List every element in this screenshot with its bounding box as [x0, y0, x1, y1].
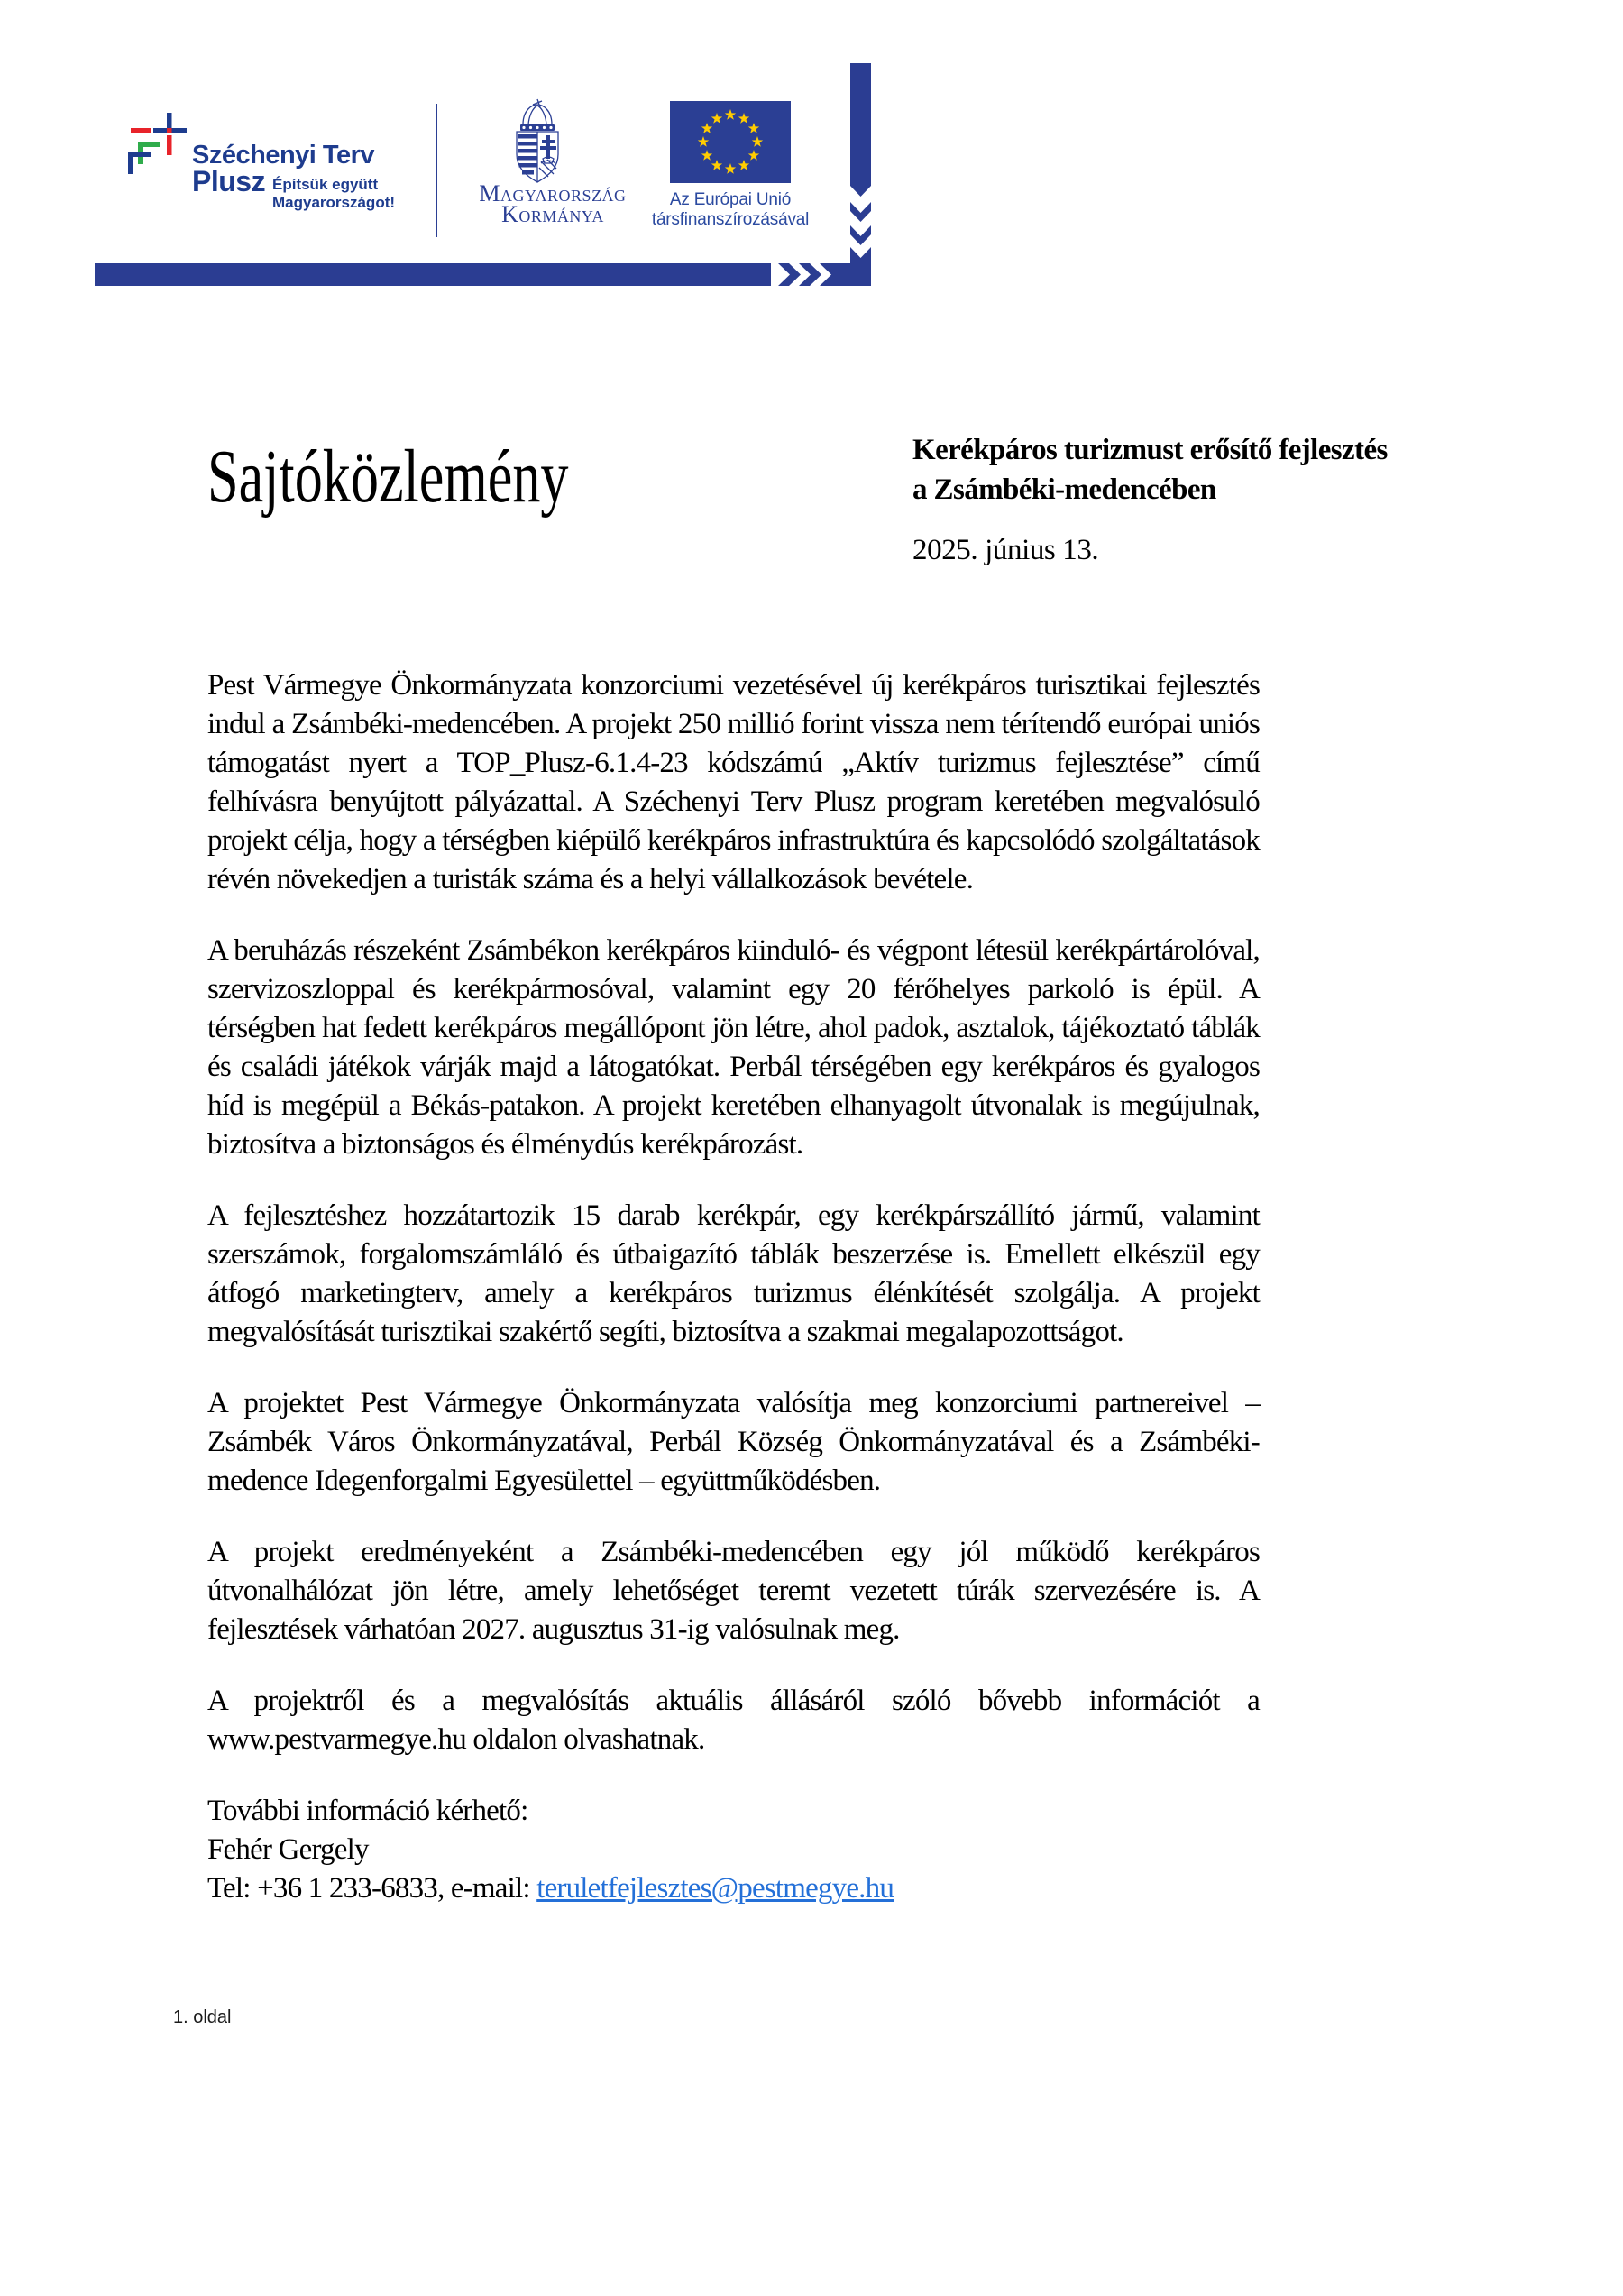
- project-headline-line1: Kerékpáros turizmust erősítő fejlesztés: [912, 434, 1388, 466]
- header-divider-line: [436, 104, 437, 237]
- contact-intro: További információ kérhető:: [207, 1795, 528, 1827]
- szechenyi-tagline-line1: Építsük együtt: [272, 176, 379, 193]
- contact-phone-email-line: [207, 1869, 1260, 1908]
- government-line1: Magyarország: [479, 180, 627, 207]
- szechenyi-logo-name: Széchenyi Terv: [192, 141, 375, 170]
- government-line2: Kormánya: [501, 201, 604, 228]
- press-release-date: 2025. június 13.: [912, 534, 1099, 566]
- paragraph-more-info: A projektről és a megvalósítás aktuális állásáról szóló bővebb információt a www.pestvarmegye.hu oldalon olvashatnak.: [207, 1685, 1260, 1756]
- body-text-column: [207, 666, 1260, 1908]
- hungary-coat-of-arms-icon: [514, 97, 564, 188]
- contact-email-link[interactable]: teruletfejlesztes@pestmegye.hu: [536, 1872, 894, 1905]
- eu-label-line1: Az Európai Unió: [669, 190, 792, 209]
- page-title: Sajtóközlemény: [207, 435, 569, 519]
- eu-flag-icon: [670, 101, 791, 183]
- szechenyi-logo-tagline: [272, 176, 395, 212]
- szechenyi-terv-plusz-logo-icon: [126, 96, 191, 179]
- contact-phone-email-prefix: Tel: +36 1 233-6833, e-mail:: [207, 1872, 537, 1905]
- project-headline-line2: a Zsámbéki-medencében: [912, 473, 1216, 506]
- szechenyi-tagline-line2: Magyarországot!: [272, 194, 396, 211]
- eu-cofunding-label: [631, 190, 830, 230]
- contact-block: [207, 1792, 1260, 1908]
- contact-name: Fehér Gergely: [207, 1833, 369, 1866]
- paragraph-partners: A projektet Pest Vármegye Önkormányzata valósítja meg konzorciumi partnereivel – Zsámbék Város Önkormányzatával, Perbál Község Önkormányzatával és a Zsámbéki-medence Idegenforgalmi Egyesülettel – együttműködésben.: [207, 1387, 1260, 1497]
- eu-label-line2: társfinanszírozásával: [651, 210, 810, 229]
- paragraph-equipment: A fejlesztéshez hozzátartozik 15 darab kerékpár, egy kerékpárszállító jármű, valamint szerszámok, forgalomszámláló és útbaigazító táblák beszerzése is. Emellett elkészül egy átfogó marketingterv, amely a kerékpáros turizmus élénkítését szolgálja. A projekt megvalósítását turisztikai szakértő segíti, biztosítva a szakmai megalapozottságot.: [207, 1199, 1260, 1348]
- paragraph-results: A projekt eredményeként a Zsámbéki-medencében egy jól működő kerékpáros útvonalhálózat jön létre, amely lehetőséget teremt vezetett túrák szervezésére is. A fejlesztések várhatóan 2027. augusztus 31-ig valósulnak meg.: [207, 1536, 1260, 1646]
- paragraph-intro: Pest Vármegye Önkormányzata konzorciumi vezetésével új kerékpáros turisztikai fejlesztés indul a Zsámbéki-medencében. A projekt 250 millió forint vissza nem térítendő európai uniós támogatást nyert a TOP_Plusz-6.1.4-23 kódszámú „Aktív turizmus fejlesztése” című felhívásra benyújtott pályázattal. A Széchenyi Terv Plusz program keretében megvalósuló projekt célja, hogy a térségben kiépülő kerékpáros infrastruktúra és kapcsolódó szolgáltatások révén növekedjen a turisták száma és a helyi vállalkozások bevétele.: [207, 669, 1260, 895]
- project-headline: [912, 430, 1388, 510]
- szechenyi-logo-plus: Plusz: [192, 165, 266, 197]
- page-number: 1. oldal: [173, 2007, 232, 2027]
- government-label: [454, 180, 652, 228]
- paragraph-investment: A beruházás részeként Zsámbékon kerékpáros kiinduló- és végpont létesül kerékpártárolóval, szervizoszloppal és kerékpármosóval, valamint egy 20 férőhelyes parkoló is épül. A térségben hat fedett kerékpáros megállópont jön létre, ahol padok, asztalok, tájékoztató táblák és családi játékok várják majd a látogatókat. Perbál térségében egy kerékpáros és gyalogos híd is megépül a Békás-patakon. A projekt keretében elhanyagolt útvonalak is megújulnak, biztosítva a biztonságos és élménydús kerékpározást.: [207, 934, 1260, 1161]
